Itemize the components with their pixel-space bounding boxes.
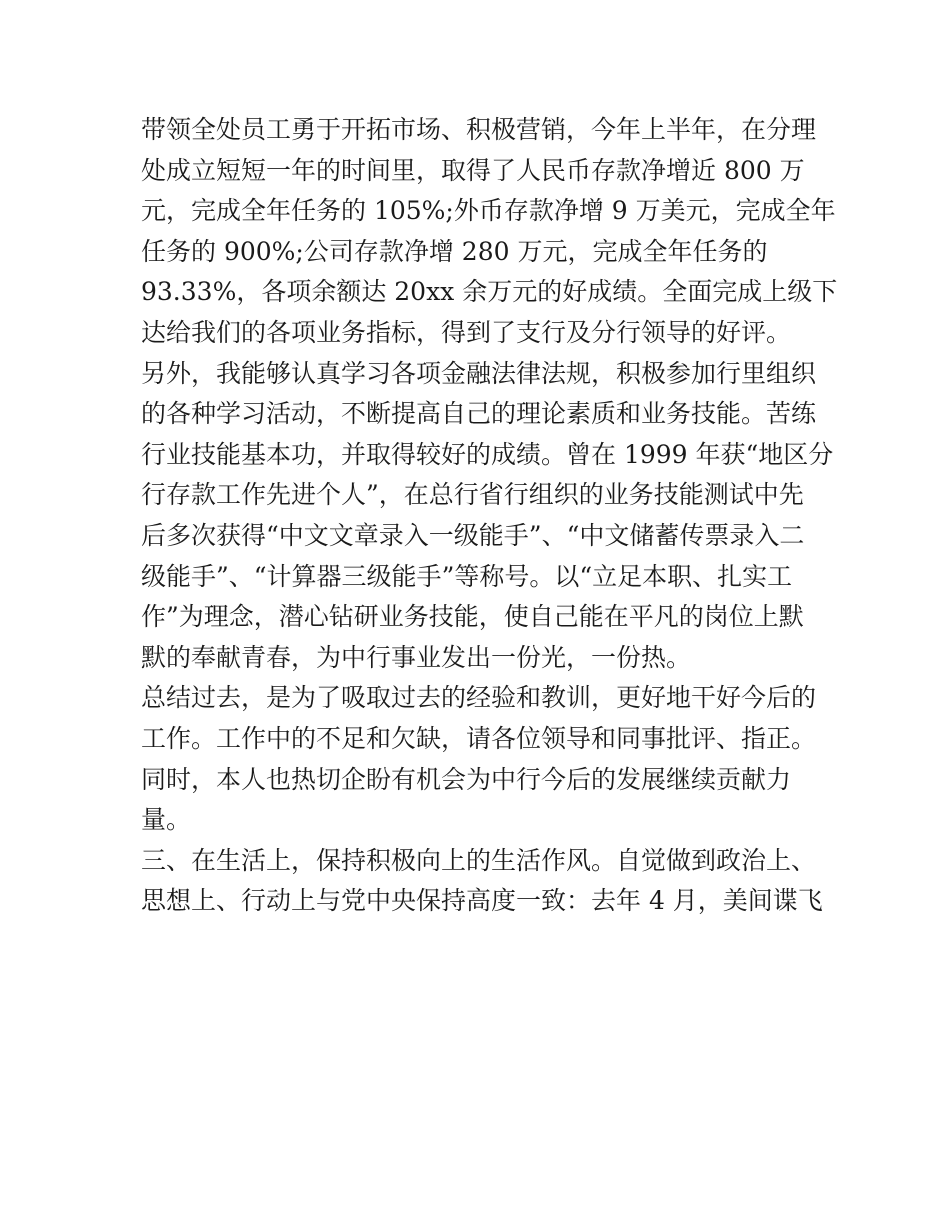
text-line: 思想上、行动上与党中央保持高度一致：去年 4 月，美间谍飞 — [141, 886, 823, 916]
text-line: 元，完成全年任务的 105%;外币存款净增 9 万美元，完成全年 — [141, 196, 836, 226]
text-line: 的各种学习活动，不断提高自己的理论素质和业务技能。苦练 — [141, 399, 817, 429]
text-line: 同时，本人也热切企盼有机会为中行今后的发展继续贡献力 — [141, 764, 792, 794]
text-line: 另外，我能够认真学习各项金融法律法规，积极参加行里组织 — [141, 358, 817, 388]
text-line: 行存款工作先进个人”，在总行省行组织的业务技能测试中先 — [141, 480, 804, 510]
text-line: 后多次获得“中文文章录入一级能手”、“中文储蓄传票录入二 — [141, 520, 805, 550]
text-line: 任务的 900%;公司存款净增 280 万元，完成全年任务的 — [141, 236, 768, 266]
text-line: 三、在生活上，保持积极向上的生活作风。自觉做到政治上、 — [141, 845, 817, 875]
text-line: 行业技能基本功，并取得较好的成绩。曾在 1999 年获“地区分 — [141, 439, 834, 469]
text-line: 总结过去，是为了吸取过去的经验和教训，更好地干好今后的 — [141, 683, 817, 713]
text-line: 93.33%，各项余额达 20xx 余万元的好成绩。全面完成上级下 — [141, 277, 838, 307]
text-line: 达给我们的各项业务指标，得到了支行及分行领导的好评。 — [141, 317, 792, 347]
body-text — [141, 110, 838, 922]
text-line: 处成立短短一年的时间里，取得了人民币存款净增近 800 万 — [141, 155, 805, 185]
text-line: 带领全处员工勇于开拓市场、积极营销，今年上半年，在分理 — [141, 115, 817, 144]
text-line: 级能手”、“计算器三级能手”等称号。以“立足本职、扎实工 — [141, 561, 793, 591]
text-line: 默的奉献青春，为中行事业发出一份光，一份热。 — [141, 642, 692, 672]
text-line: 量。 — [141, 805, 192, 835]
text-line: 工作。工作中的不足和欠缺，请各位领导和同事批评、指正。 — [141, 723, 817, 753]
text-line: 作”为理念，潜心钻研业务技能，使自己能在平凡的岗位上默 — [141, 602, 804, 632]
